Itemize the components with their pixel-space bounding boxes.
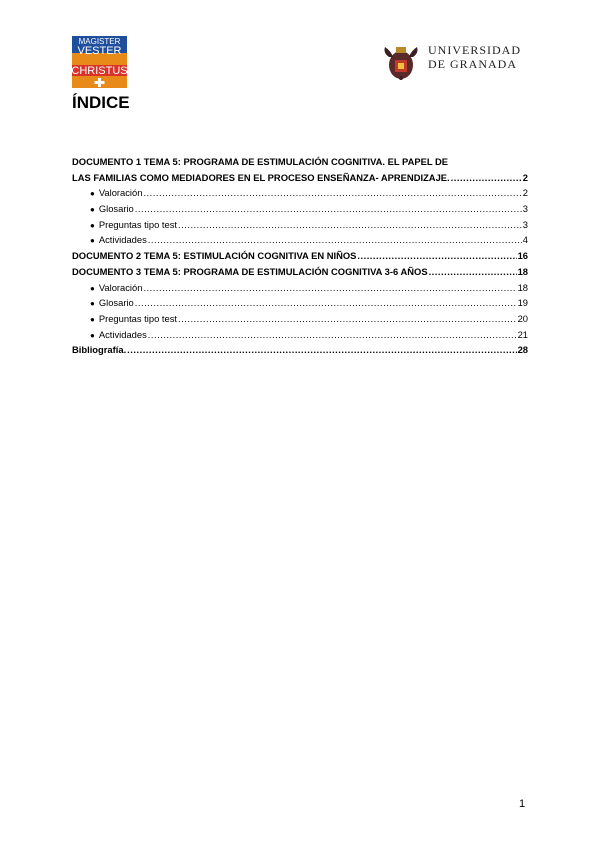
toc-entry-label: DOCUMENTO 3 TEMA 5: PROGRAMA DE ESTIMULACIÓN COGNITIVA 3-6 AÑOS [72,265,428,277]
toc-leader [143,185,521,201]
toc-page-number: 18 [517,281,528,293]
toc-subentry[interactable] [72,185,528,201]
toc-leader [135,201,522,217]
toc-subentry-label: Actividades [98,234,147,246]
granada-crest-icon [381,43,421,83]
toc-subentry[interactable] [72,232,528,248]
toc-page-number: 4 [522,234,528,246]
toc-leader [148,327,517,343]
toc-page-number: 2 [522,187,528,199]
toc-page-number: 3 [522,203,528,215]
toc-subentry[interactable] [72,217,528,233]
toc-subentry-label: Preguntas tipo test [98,218,178,230]
toc-leader [143,280,516,296]
page-title: ÍNDICE [72,93,130,112]
university-name-line-1: UNIVERSIDAD [428,43,521,57]
toc-leader [429,264,517,280]
toc-subentry[interactable] [72,295,528,311]
page-number: 1 [519,798,526,810]
university-name [428,43,528,71]
toc-leader [127,342,516,358]
toc-entry-doc1-line1: DOCUMENTO 1 TEMA 5: PROGRAMA DE ESTIMULACIÓN COGNITIVA. EL PAPEL DE [72,156,449,167]
toc-leader [148,232,522,248]
toc-subentry-label: Glosario [98,297,134,309]
toc-leader [178,217,522,233]
toc-page-number: 3 [522,218,528,230]
toc-page-number: 28 [517,344,528,356]
toc-subentry-label: Actividades [98,328,147,340]
logo-line-3: CHRISTUS [72,65,127,77]
bullet-icon: ● [90,189,95,199]
bullet-icon: ● [90,330,95,340]
table-of-contents [72,154,528,358]
toc-entry-label: DOCUMENTO 2 TEMA 5: ESTIMULACIÓN COGNITIVA EN NIÑOS [72,250,357,262]
toc-subentry-label: Glosario [98,203,134,215]
toc-page-number: 2 [522,171,528,183]
toc-leader [451,170,522,186]
toc-subentry[interactable] [72,280,528,296]
logo-line-2: VESTER [77,45,122,57]
toc-leader [178,311,517,327]
toc-entry-doc3[interactable] [72,264,528,280]
toc-page-number: 20 [517,312,528,324]
toc-entry-doc1-line2: LAS FAMILIAS COMO MEDIADORES EN EL PROCESO ENSEÑANZA- APRENDIZAJE. [72,171,450,183]
toc-subentry-label: Preguntas tipo test [98,312,178,324]
toc-entry-bibliografia[interactable] [72,342,528,358]
toc-entry-doc2[interactable] [72,248,528,264]
bullet-icon: ● [90,314,95,324]
toc-subentry[interactable] [72,311,528,327]
toc-subentry[interactable] [72,327,528,343]
toc-page-number: 21 [517,328,528,340]
bullet-icon: ● [90,220,95,230]
toc-subentry-label: Valoración [98,187,143,199]
toc-leader [357,248,516,264]
toc-page-number: 19 [517,297,528,309]
toc-page-number: 18 [517,265,528,277]
bullet-icon: ● [90,299,95,309]
magister-logo [72,36,127,88]
bullet-icon: ● [90,283,95,293]
toc-leader [135,295,517,311]
bullet-icon: ● [90,236,95,246]
university-name-line-2: DE GRANADA [428,57,517,71]
toc-entry-doc1[interactable] [72,154,528,185]
toc-page-number: 16 [517,250,528,262]
toc-subentry-label: Valoración [98,281,143,293]
logo-line-1: MAGISTER [78,37,121,46]
bullet-icon: ● [90,205,95,215]
toc-subentry[interactable] [72,201,528,217]
universidad-granada-logo [381,43,521,83]
toc-entry-label: Bibliografía. [72,344,127,356]
